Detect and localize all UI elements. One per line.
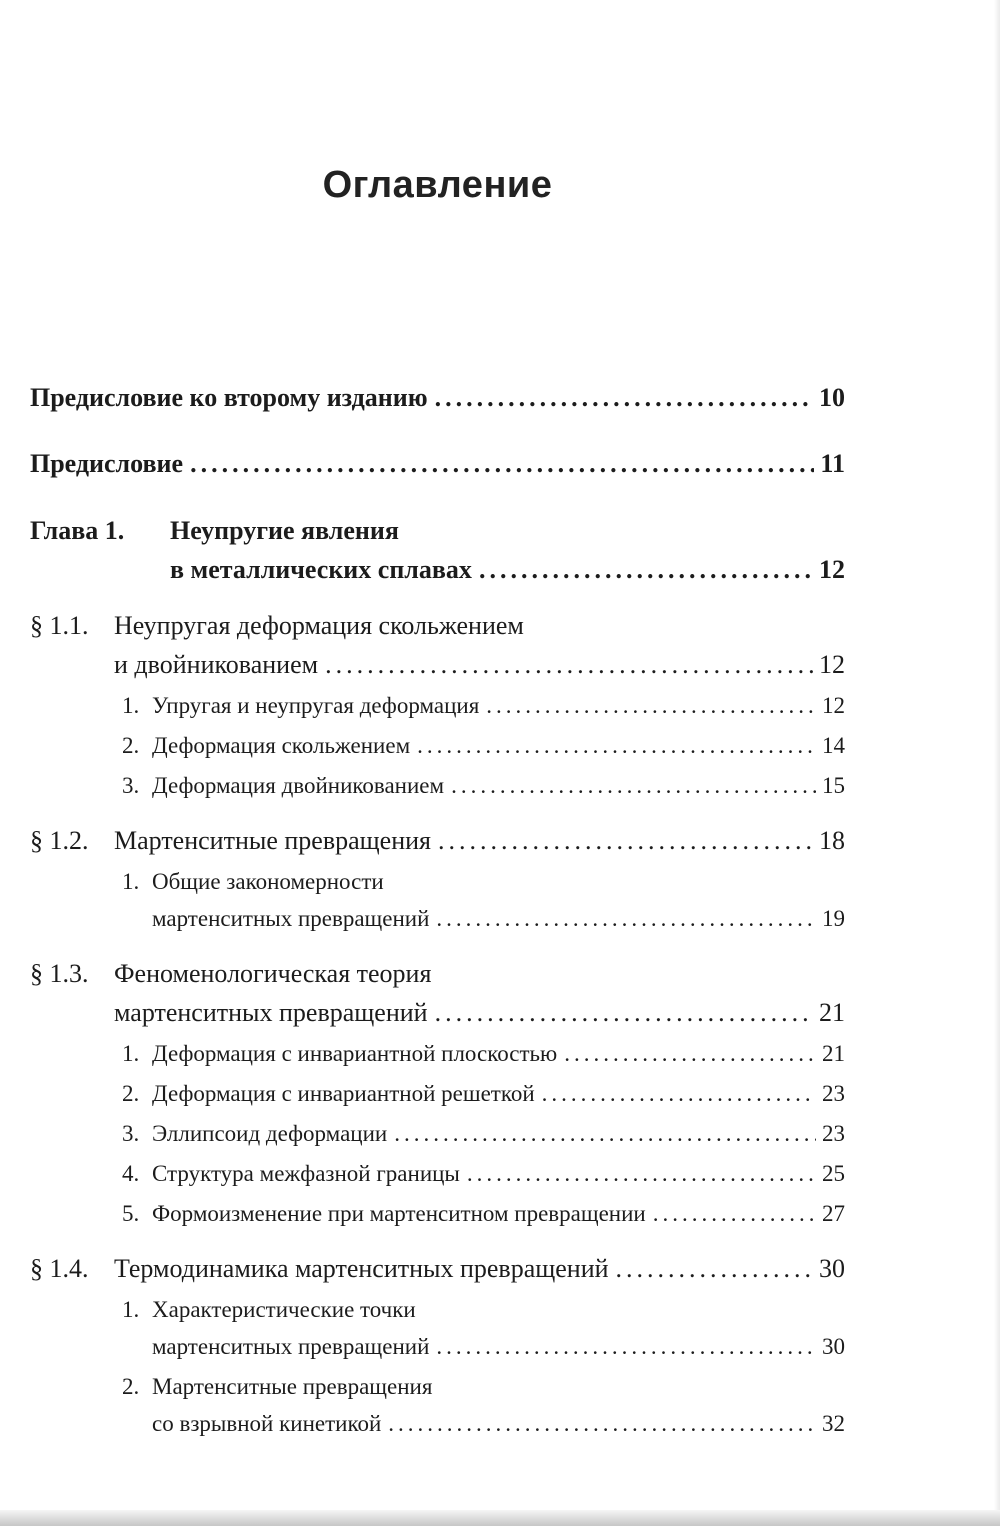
toc-entry-text: мартенситных превращений bbox=[114, 998, 428, 1027]
toc-entry-number: 1. bbox=[122, 869, 140, 894]
toc-entry-number: 2. bbox=[122, 1374, 140, 1399]
dot-leader bbox=[435, 378, 813, 417]
toc-entry-number: 2. bbox=[122, 1081, 140, 1106]
dot-leader bbox=[467, 1155, 816, 1192]
toc-page-number: 12 bbox=[819, 650, 845, 679]
dot-leader bbox=[479, 550, 813, 589]
toc-entry bbox=[30, 687, 845, 724]
toc-entry-text: Деформация двойникованием bbox=[152, 773, 445, 798]
dot-leader bbox=[190, 444, 814, 483]
toc-entry-text: Деформация с инвариантной плоскостью bbox=[152, 1041, 558, 1066]
toc-entry-text: в металлических сплавах bbox=[170, 555, 472, 584]
toc-entry-line bbox=[122, 767, 845, 804]
toc-entry-line bbox=[30, 606, 845, 645]
toc-entry bbox=[30, 1368, 845, 1442]
toc-page-number: 12 bbox=[822, 693, 845, 718]
toc-entry-line bbox=[30, 1249, 845, 1288]
toc-entry bbox=[30, 444, 845, 483]
toc-entry-line bbox=[30, 511, 845, 550]
toc-entry-text: Деформация скольжением bbox=[152, 733, 411, 758]
dot-leader bbox=[388, 1405, 816, 1442]
toc-entry-number: 3. bbox=[122, 1121, 140, 1146]
toc-entry-line-continuation bbox=[122, 900, 845, 937]
dot-leader bbox=[417, 727, 816, 764]
toc-entry-number: 2. bbox=[122, 733, 140, 758]
toc-page-number: 18 bbox=[819, 826, 845, 855]
dot-leader bbox=[616, 1249, 813, 1288]
toc-entry-number: 4. bbox=[122, 1161, 140, 1186]
toc-entry-number: 1. bbox=[122, 1041, 140, 1066]
toc-entry-text: Мартенситные превращения bbox=[152, 1374, 433, 1399]
toc-entry-number: 3. bbox=[122, 773, 140, 798]
toc-entry-text: Неупругая деформация скольжением bbox=[114, 611, 524, 640]
toc-entry-number: § 1.4. bbox=[30, 1254, 89, 1283]
toc-entry bbox=[30, 1035, 845, 1072]
toc-entry bbox=[30, 378, 845, 417]
toc-entry-text: Упругая и неупругая деформация bbox=[152, 693, 480, 718]
toc-entry-line bbox=[122, 1115, 845, 1152]
toc-entry-text: мартенситных превращений bbox=[152, 906, 430, 931]
page-title: Оглавление bbox=[322, 164, 553, 206]
toc-entry bbox=[30, 1075, 845, 1112]
toc-entry-line-continuation bbox=[30, 645, 845, 684]
toc-list bbox=[30, 378, 845, 1442]
toc-entry-line bbox=[122, 1075, 845, 1112]
toc-page-number: 10 bbox=[819, 383, 845, 412]
toc-entry-text: со взрывной кинетикой bbox=[152, 1411, 382, 1436]
toc-entry-number: 5. bbox=[122, 1201, 140, 1226]
toc-page-number: 27 bbox=[822, 1201, 845, 1226]
toc-entry-text: Неупругие явления bbox=[170, 516, 399, 545]
toc-page-number: 15 bbox=[822, 773, 845, 798]
toc-page-number: 32 bbox=[822, 1411, 845, 1436]
page-edge-shading-right bbox=[994, 0, 1000, 1526]
toc-entry-line bbox=[30, 954, 845, 993]
toc-entry-number: § 1.2. bbox=[30, 826, 89, 855]
toc-entry bbox=[30, 1155, 845, 1192]
toc-entry-line bbox=[30, 378, 845, 417]
toc-entry-number: 1. bbox=[122, 1297, 140, 1322]
toc-entry bbox=[30, 954, 845, 1032]
dot-leader bbox=[486, 687, 816, 724]
toc-entry-line-continuation bbox=[122, 1405, 845, 1442]
toc-entry-number: § 1.3. bbox=[30, 959, 89, 988]
toc-entry bbox=[30, 863, 845, 937]
toc-entry bbox=[30, 1195, 845, 1232]
toc-entry-line-continuation bbox=[30, 993, 845, 1032]
toc-entry-text: Предисловие ко второму изданию bbox=[30, 383, 428, 412]
dot-leader bbox=[436, 900, 816, 937]
toc-entry-text: Эллипсоид деформации bbox=[152, 1121, 388, 1146]
toc-entry-line bbox=[122, 727, 845, 764]
toc-entry-line bbox=[30, 444, 845, 483]
toc-page-number: 19 bbox=[822, 906, 845, 931]
dot-leader bbox=[435, 993, 813, 1032]
toc-entry-text: Деформация с инвариантной решеткой bbox=[152, 1081, 535, 1106]
toc-page-number: 30 bbox=[819, 1254, 845, 1283]
toc-entry-text: Характеристические точки bbox=[152, 1297, 416, 1322]
page-edge-shading-bottom bbox=[0, 1510, 1000, 1526]
dot-leader bbox=[653, 1195, 816, 1232]
dot-leader bbox=[451, 767, 816, 804]
toc-entry bbox=[30, 606, 845, 684]
toc-entry-text: и двойникованием bbox=[114, 650, 319, 679]
toc-entry bbox=[30, 1249, 845, 1288]
toc-entry-line bbox=[122, 687, 845, 724]
toc-page-number: 21 bbox=[819, 998, 845, 1027]
toc-entry-line-continuation bbox=[122, 1328, 845, 1365]
toc-entry-text: Формоизменение при мартенситном превращении bbox=[152, 1201, 646, 1226]
toc-entry bbox=[30, 1291, 845, 1365]
toc-entry-line bbox=[122, 1195, 845, 1232]
toc-entry bbox=[30, 821, 845, 860]
toc-entry-text: Предисловие bbox=[30, 449, 184, 478]
dot-leader bbox=[436, 1328, 816, 1365]
toc-page-number: 30 bbox=[822, 1334, 845, 1359]
dot-leader bbox=[394, 1115, 816, 1152]
toc-entry bbox=[30, 767, 845, 804]
toc-page-number: 14 bbox=[822, 733, 845, 758]
toc-entry bbox=[30, 727, 845, 764]
toc-page-number: 11 bbox=[820, 449, 845, 478]
toc-entry-text: Термодинамика мартенситных превращений bbox=[114, 1254, 609, 1283]
toc-page-number: 21 bbox=[822, 1041, 845, 1066]
toc-page-number: 12 bbox=[819, 555, 845, 584]
toc-entry bbox=[30, 1115, 845, 1152]
toc-entry-text: Мартенситные превращения bbox=[114, 826, 431, 855]
toc-entry-text: Общие закономерности bbox=[152, 869, 384, 894]
toc-entry-line bbox=[122, 1035, 845, 1072]
toc-entry-line-continuation bbox=[30, 550, 845, 589]
dot-leader bbox=[564, 1035, 816, 1072]
toc-entry-text: мартенситных превращений bbox=[152, 1334, 430, 1359]
toc-page-number: 25 bbox=[822, 1161, 845, 1186]
toc-entry-number: Глава 1. bbox=[30, 516, 125, 545]
toc-entry-number: 1. bbox=[122, 693, 140, 718]
toc-page-number: 23 bbox=[822, 1121, 845, 1146]
toc-entry-line bbox=[122, 1291, 845, 1328]
toc-entry-line bbox=[30, 821, 845, 860]
toc-entry-number: § 1.1. bbox=[30, 611, 89, 640]
toc-entry-text: Структура межфазной границы bbox=[152, 1161, 460, 1186]
toc-entry bbox=[30, 511, 845, 589]
dot-leader bbox=[438, 821, 813, 860]
toc-entry-line bbox=[122, 863, 845, 900]
toc-entry-text: Феноменологическая теория bbox=[114, 959, 432, 988]
toc-entry-line bbox=[122, 1368, 845, 1405]
toc-page-number: 23 bbox=[822, 1081, 845, 1106]
toc-entry-line bbox=[122, 1155, 845, 1192]
dot-leader bbox=[542, 1075, 816, 1112]
dot-leader bbox=[325, 645, 813, 684]
